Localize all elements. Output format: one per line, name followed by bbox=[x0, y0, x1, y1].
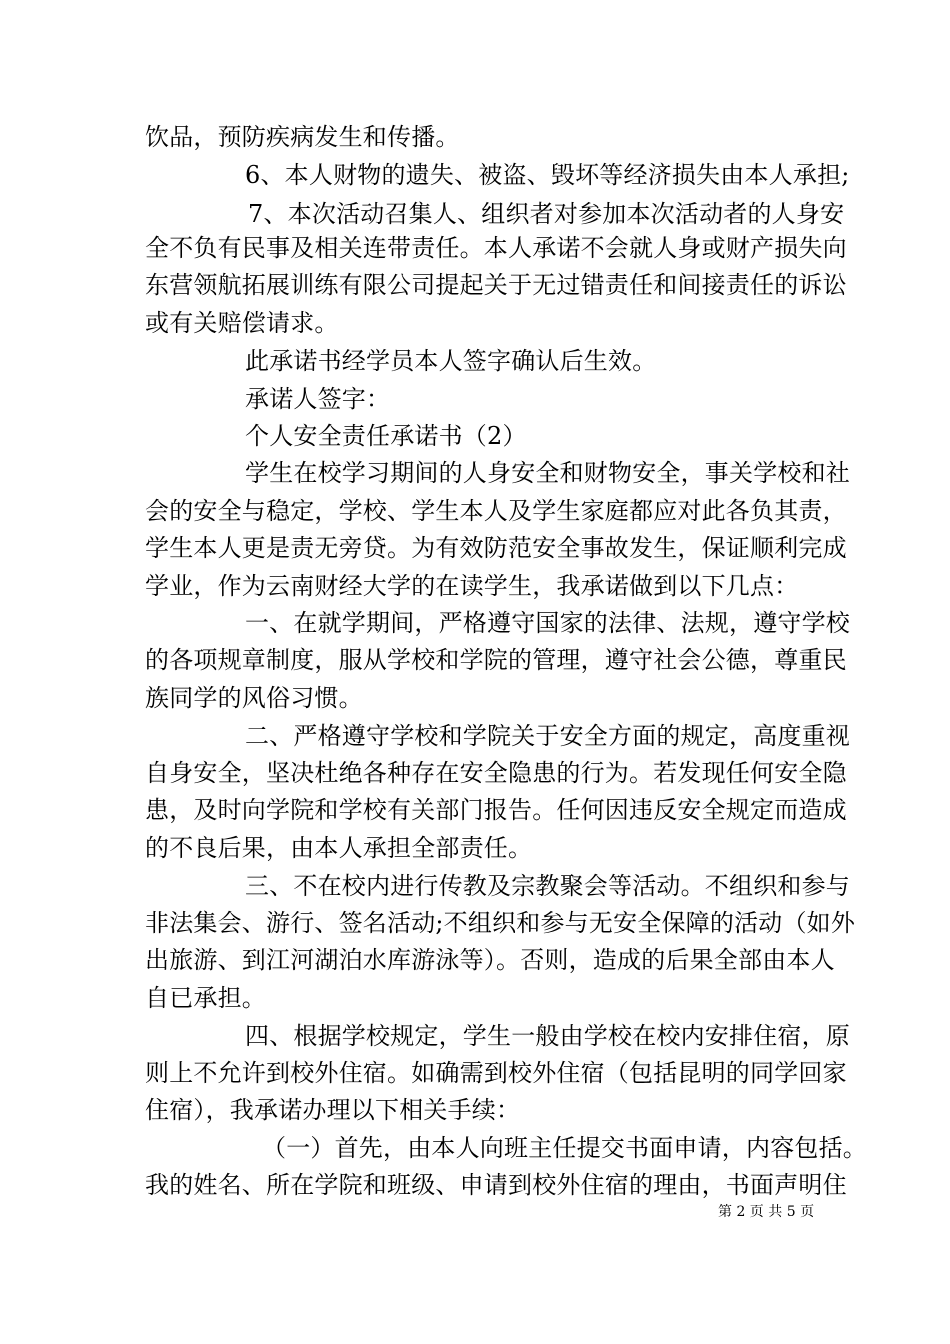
text-line: 学业，作为云南财经大学的在读学生，我承诺做到以下几点： bbox=[145, 572, 799, 600]
text-line: 会的安全与稳定，学校、学生本人及学生家庭都应对此各负其责， bbox=[145, 497, 847, 525]
text-line: 四、根据学校规定，学生一般由学校在校内安排住宿，原 bbox=[245, 1022, 850, 1050]
section-title: 个人安全责任承诺书（2） bbox=[245, 422, 527, 450]
text-line: 的不良后果，由本人承担全部责任。 bbox=[145, 834, 533, 862]
text-line: 族同学的风俗习惯。 bbox=[145, 684, 363, 712]
text-line: 学生在校学习期间的人身安全和财物安全，事关学校和社 bbox=[245, 459, 850, 487]
text-line: 此承诺书经学员本人签字确认后生效。 bbox=[245, 347, 657, 375]
text-line: 承诺人签字： bbox=[245, 385, 391, 413]
text-line: 7、本次活动召集人、组织者对参加本次活动者的人身安 bbox=[248, 200, 845, 228]
text-line: 6、本人财物的遗失、被盗、毁坏等经济损失由本人承担; bbox=[245, 161, 850, 189]
text-line: 三、不在校内进行传教及宗教聚会等活动。不组织和参与 bbox=[245, 872, 850, 900]
text-line: （一）首先，由本人向班主任提交书面申请，内容包括。 bbox=[262, 1134, 867, 1162]
text-line: 住宿），我承诺办理以下相关手续： bbox=[145, 1096, 521, 1124]
text-line: 患，及时向学院和学校有关部门报告。任何因违反安全规定而造成 bbox=[145, 796, 847, 824]
text-line: 的各项规章制度，服从学校和学院的管理，遵守社会公德，尊重民 bbox=[145, 646, 847, 674]
text-line: 全不负有民事及相关连带责任。本人承诺不会就人身或财产损失向 bbox=[145, 234, 847, 262]
text-line: 学生本人更是责无旁贷。为有效防范安全事故发生，保证顺利完成 bbox=[145, 534, 847, 562]
page-number: 第 2 页 共 5 页 bbox=[718, 1204, 815, 1220]
text-line: 饮品，预防疾病发生和传播。 bbox=[145, 123, 460, 151]
text-line: 东营领航拓展训练有限公司提起关于无过错责任和间接责任的诉讼 bbox=[145, 271, 847, 299]
text-line: 自已承担。 bbox=[145, 984, 266, 1012]
text-line: 一、在就学期间，严格遵守国家的法律、法规，遵守学校 bbox=[245, 609, 850, 637]
text-line: 非法集会、游行、签名活动;不组织和参与无安全保障的活动（如外 bbox=[145, 909, 856, 937]
text-line: 出旅游、到江河湖泊水库游泳等）。否则，造成的后果全部由本人 bbox=[145, 946, 835, 974]
text-line: 自身安全，坚决杜绝各种存在安全隐患的行为。若发现任何安全隐 bbox=[145, 759, 847, 787]
text-line: 二、严格遵守学校和学院关于安全方面的规定，高度重视 bbox=[245, 722, 850, 750]
text-line: 则上不允许到校外住宿。如确需到校外住宿（包括昆明的同学回家 bbox=[145, 1059, 847, 1087]
text-line: 或有关赔偿请求。 bbox=[145, 309, 339, 337]
text-line: 我的姓名、所在学院和班级、申请到校外住宿的理由，书面声明住 bbox=[145, 1171, 847, 1199]
